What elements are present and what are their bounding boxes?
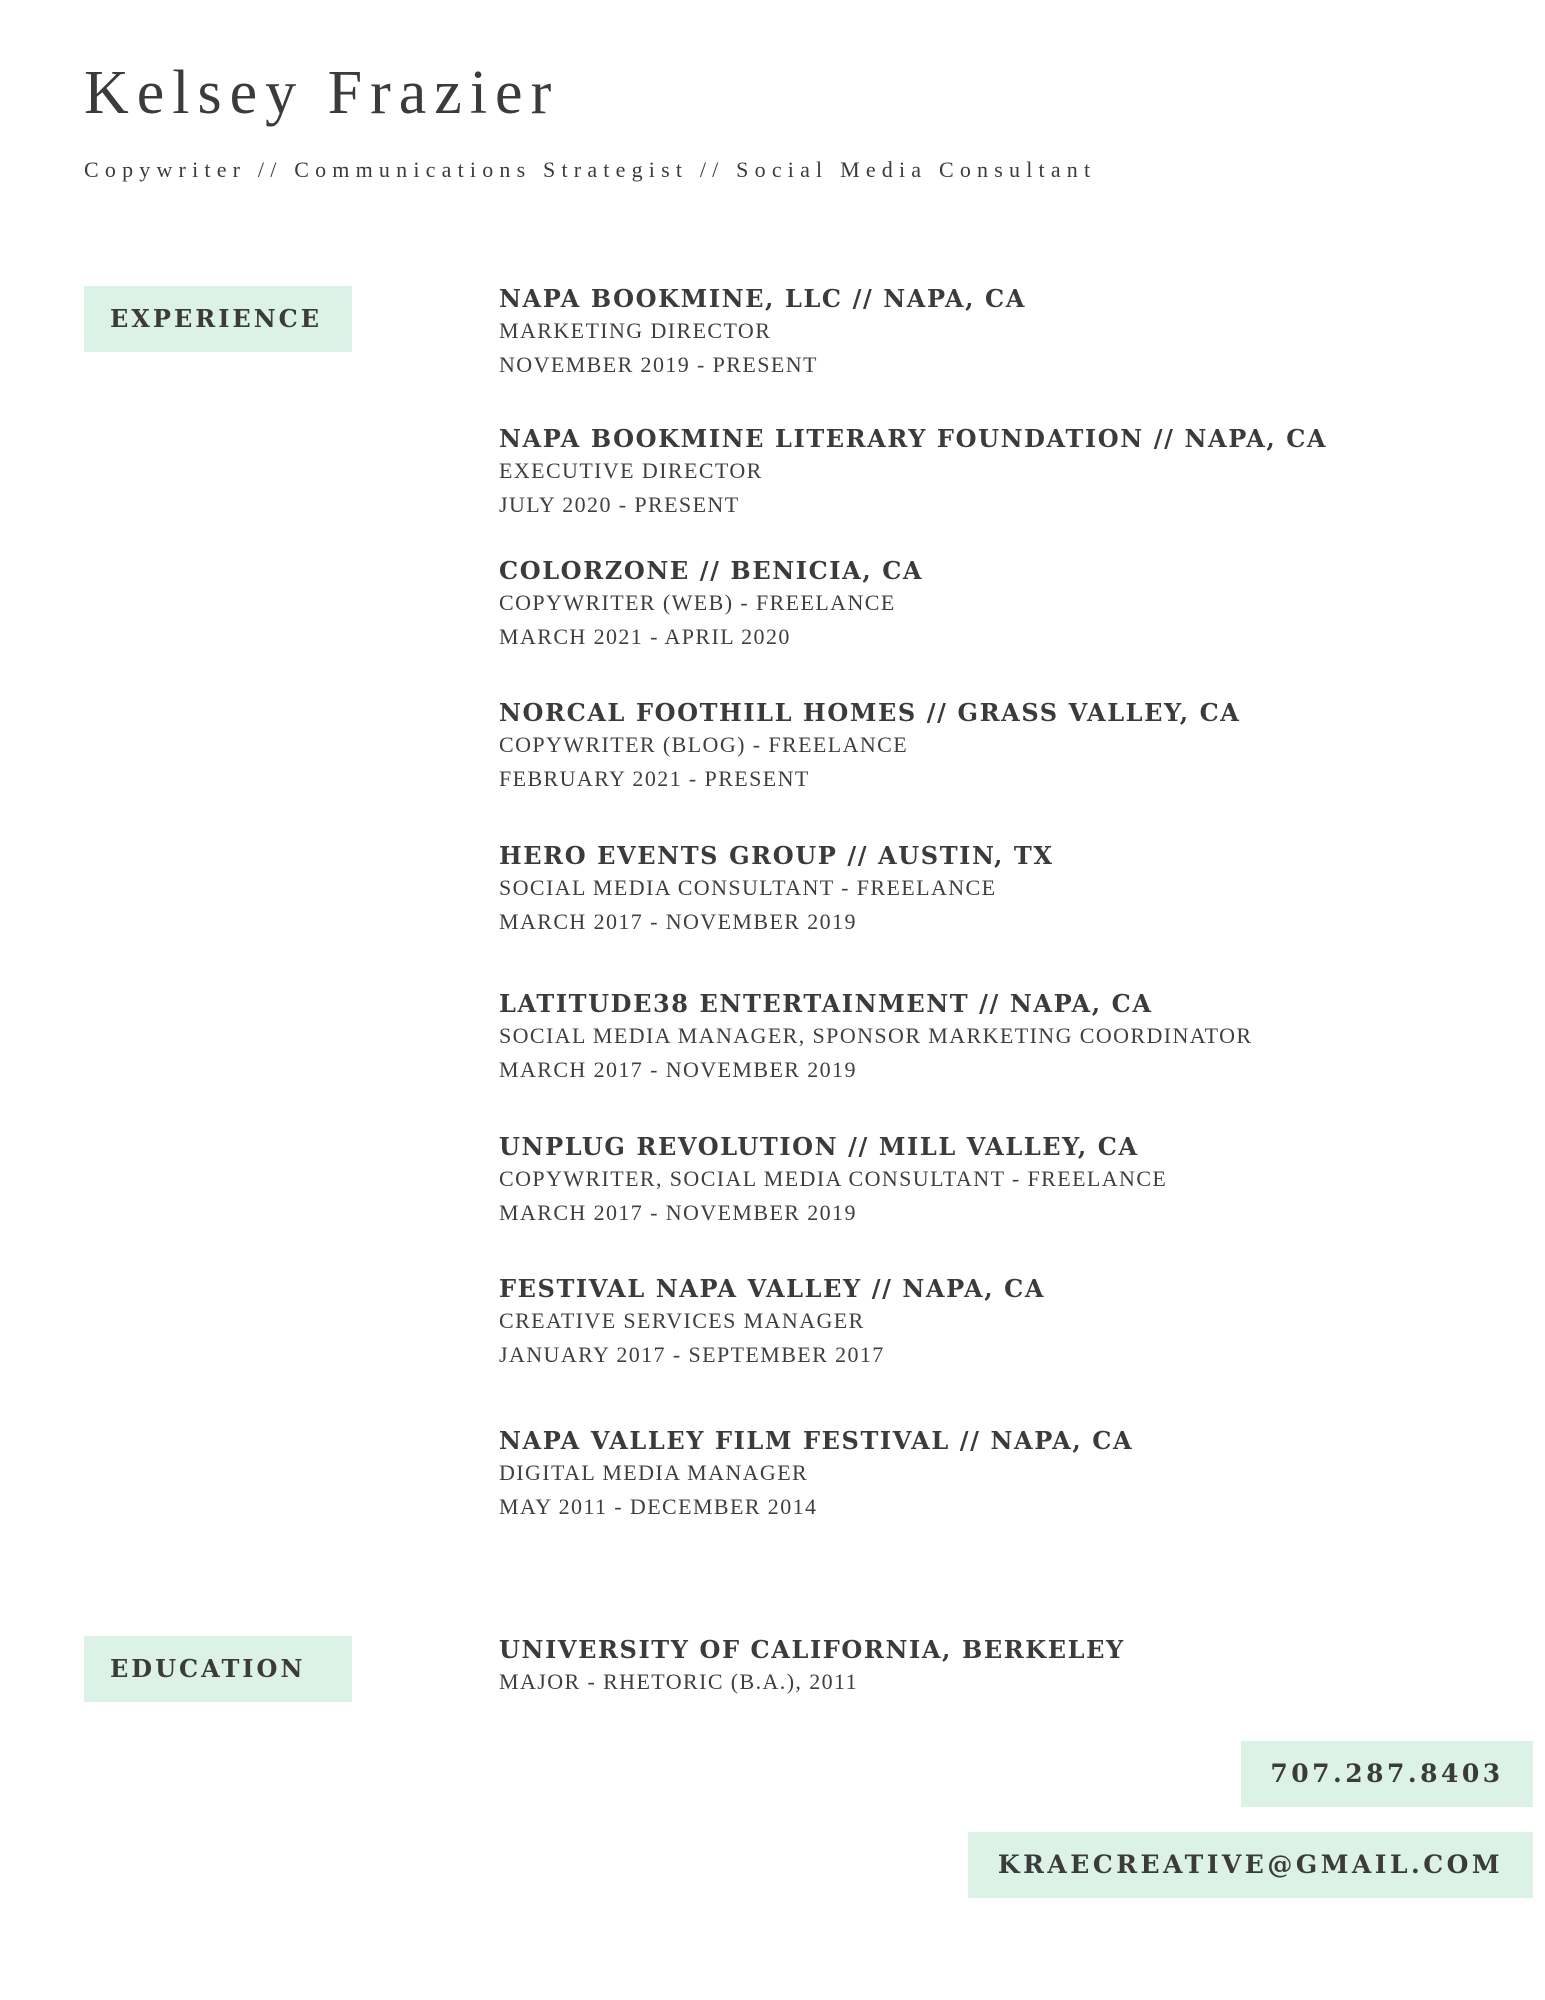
experience-dates: JANUARY 2017 - SEPTEMBER 2017 — [499, 1342, 885, 1367]
contact-phone[interactable]: 707.287.8403 — [1241, 1741, 1533, 1807]
experience-dates: MARCH 2017 - NOVEMBER 2019 — [499, 1057, 857, 1082]
experience-dates: FEBRUARY 2021 - PRESENT — [499, 766, 810, 791]
experience-entry — [499, 424, 1327, 522]
experience-org: NAPA VALLEY FILM FESTIVAL // NAPA, CA — [499, 1426, 1134, 1455]
candidate-name: Kelsey Frazier — [84, 59, 560, 127]
experience-role: COPYWRITER (BLOG) - FREELANCE — [499, 732, 909, 757]
experience-org: FESTIVAL NAPA VALLEY // NAPA, CA — [499, 1274, 1046, 1303]
experience-org: NORCAL FOOTHILL HOMES // GRASS VALLEY, CA — [499, 698, 1241, 727]
experience-role: MARKETING DIRECTOR — [499, 318, 772, 343]
experience-entry — [499, 556, 923, 654]
education-entry — [499, 1635, 1125, 1699]
education-degree: MAJOR - RHETORIC (B.A.), 2011 — [499, 1669, 858, 1694]
experience-role: COPYWRITER, SOCIAL MEDIA CONSULTANT - FREELANCE — [499, 1166, 1168, 1191]
experience-entry — [499, 1132, 1167, 1230]
education-section-label: EDUCATION — [84, 1636, 352, 1702]
experience-dates: NOVEMBER 2019 - PRESENT — [499, 352, 818, 377]
experience-entry — [499, 284, 1026, 382]
experience-dates: MAY 2011 - DECEMBER 2014 — [499, 1494, 818, 1519]
experience-org: COLORZONE // BENICIA, CA — [499, 556, 924, 585]
experience-dates: MARCH 2017 - NOVEMBER 2019 — [499, 1200, 857, 1225]
experience-role: SOCIAL MEDIA MANAGER, SPONSOR MARKETING COORDINATOR — [499, 1023, 1253, 1048]
experience-org: NAPA BOOKMINE LITERARY FOUNDATION // NAPA, CA — [499, 424, 1328, 453]
experience-role: COPYWRITER (WEB) - FREELANCE — [499, 590, 896, 615]
experience-org: HERO EVENTS GROUP // AUSTIN, TX — [499, 841, 1054, 870]
experience-role: DIGITAL MEDIA MANAGER — [499, 1460, 809, 1485]
experience-entry — [499, 698, 1241, 796]
experience-role: EXECUTIVE DIRECTOR — [499, 458, 763, 483]
education-school: UNIVERSITY OF CALIFORNIA, BERKELEY — [499, 1635, 1125, 1664]
experience-dates: MARCH 2017 - NOVEMBER 2019 — [499, 909, 857, 934]
experience-org: LATITUDE38 ENTERTAINMENT // NAPA, CA — [499, 989, 1153, 1018]
experience-org: UNPLUG REVOLUTION // MILL VALLEY, CA — [499, 1132, 1139, 1161]
experience-dates: MARCH 2021 - APRIL 2020 — [499, 624, 791, 649]
contact-email[interactable]: KRAECREATIVE@GMAIL.COM — [968, 1832, 1533, 1898]
experience-section-label: EXPERIENCE — [84, 286, 352, 352]
experience-entry — [499, 989, 1252, 1087]
experience-dates: JULY 2020 - PRESENT — [499, 492, 740, 517]
experience-role: CREATIVE SERVICES MANAGER — [499, 1308, 865, 1333]
experience-entry — [499, 1426, 1133, 1524]
experience-entry — [499, 1274, 1045, 1372]
experience-role: SOCIAL MEDIA CONSULTANT - FREELANCE — [499, 875, 997, 900]
candidate-tagline: Copywriter // Communications Strategist // Social Media Consultant — [84, 157, 1097, 182]
experience-entry — [499, 841, 1054, 939]
experience-org: NAPA BOOKMINE, LLC // NAPA, CA — [499, 284, 1026, 313]
